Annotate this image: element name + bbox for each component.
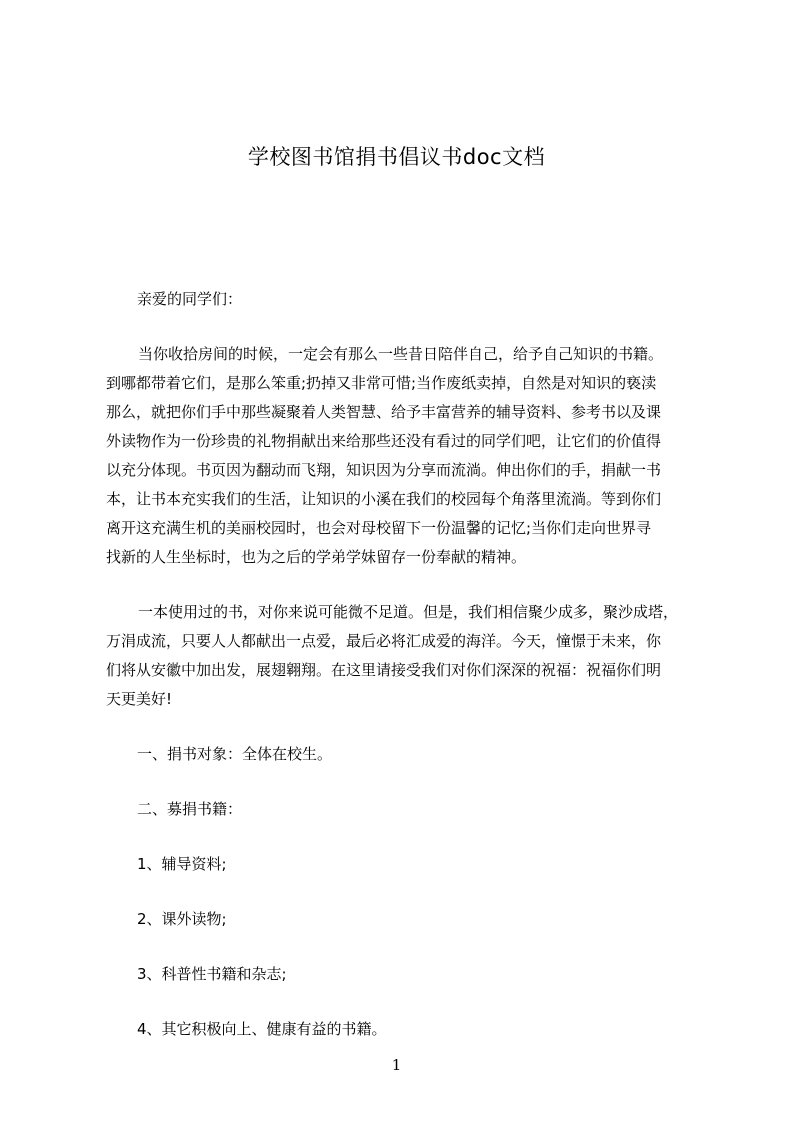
paragraph-line: 那么，就把你们手中那些凝聚着人类智慧、给予丰富营养的辅导资料、参考书以及课 <box>106 403 662 421</box>
paragraph-line: 万涓成流，只要人人都献出一点爱，最后必将汇成爱的海洋。今天，憧憬于未来，你 <box>106 632 662 650</box>
list-item: 2、课外读物; <box>137 910 227 928</box>
list-item: 3、科普性书籍和杂志; <box>137 965 287 983</box>
list-item: 1、辅导资料; <box>137 855 227 873</box>
list-item: 4、其它积极向上、健康有益的书籍。 <box>137 1020 387 1038</box>
paragraph-line: 一本使用过的书，对你来说可能微不足道。但是，我们相信聚少成多，聚沙成塔， <box>138 603 679 621</box>
section-heading: 二、募捐书籍： <box>137 800 243 818</box>
document-title: 学校图书馆捐书倡议书doc文档 <box>247 145 546 169</box>
section-heading: 一、捐书对象：全体在校生。 <box>137 745 333 763</box>
paragraph-line: 找新的人生坐标时，也为之后的学弟学妹留存一份奉献的精神。 <box>106 548 527 566</box>
paragraph-line: 当你收拾房间的时候，一定会有那么一些昔日陪伴自己，给予自己知识的书籍。 <box>138 345 664 363</box>
paragraph-line: 离开这充满生机的美丽校园时，也会对母校留下一份温馨的记忆;当你们走向世界寻 <box>106 519 652 537</box>
greeting: 亲爱的同学们： <box>137 290 243 308</box>
paragraph-line: 以充分体现。书页因为翻动而飞翔，知识因为分享而流淌。伸出你们的手，捐献一书 <box>106 461 662 479</box>
page-number: 1 <box>391 1056 402 1074</box>
paragraph-line: 到哪都带着它们，是那么笨重;扔掉又非常可惜;当作废纸卖掉，自然是对知识的亵渎 <box>106 374 657 392</box>
paragraph-line: 本，让书本充实我们的生活，让知识的小溪在我们的校园每个角落里流淌。等到你们 <box>106 490 662 508</box>
paragraph-line: 天更美好! <box>106 690 173 708</box>
paragraph-line: 外读物作为一份珍贵的礼物捐献出来给那些还没有看过的同学们吧，让它们的价值得 <box>106 432 662 450</box>
paragraph-line: 们将从安徽中加出发，展翅翱翔。在这里请接受我们对你们深深的祝福：祝福你们明 <box>106 661 662 679</box>
